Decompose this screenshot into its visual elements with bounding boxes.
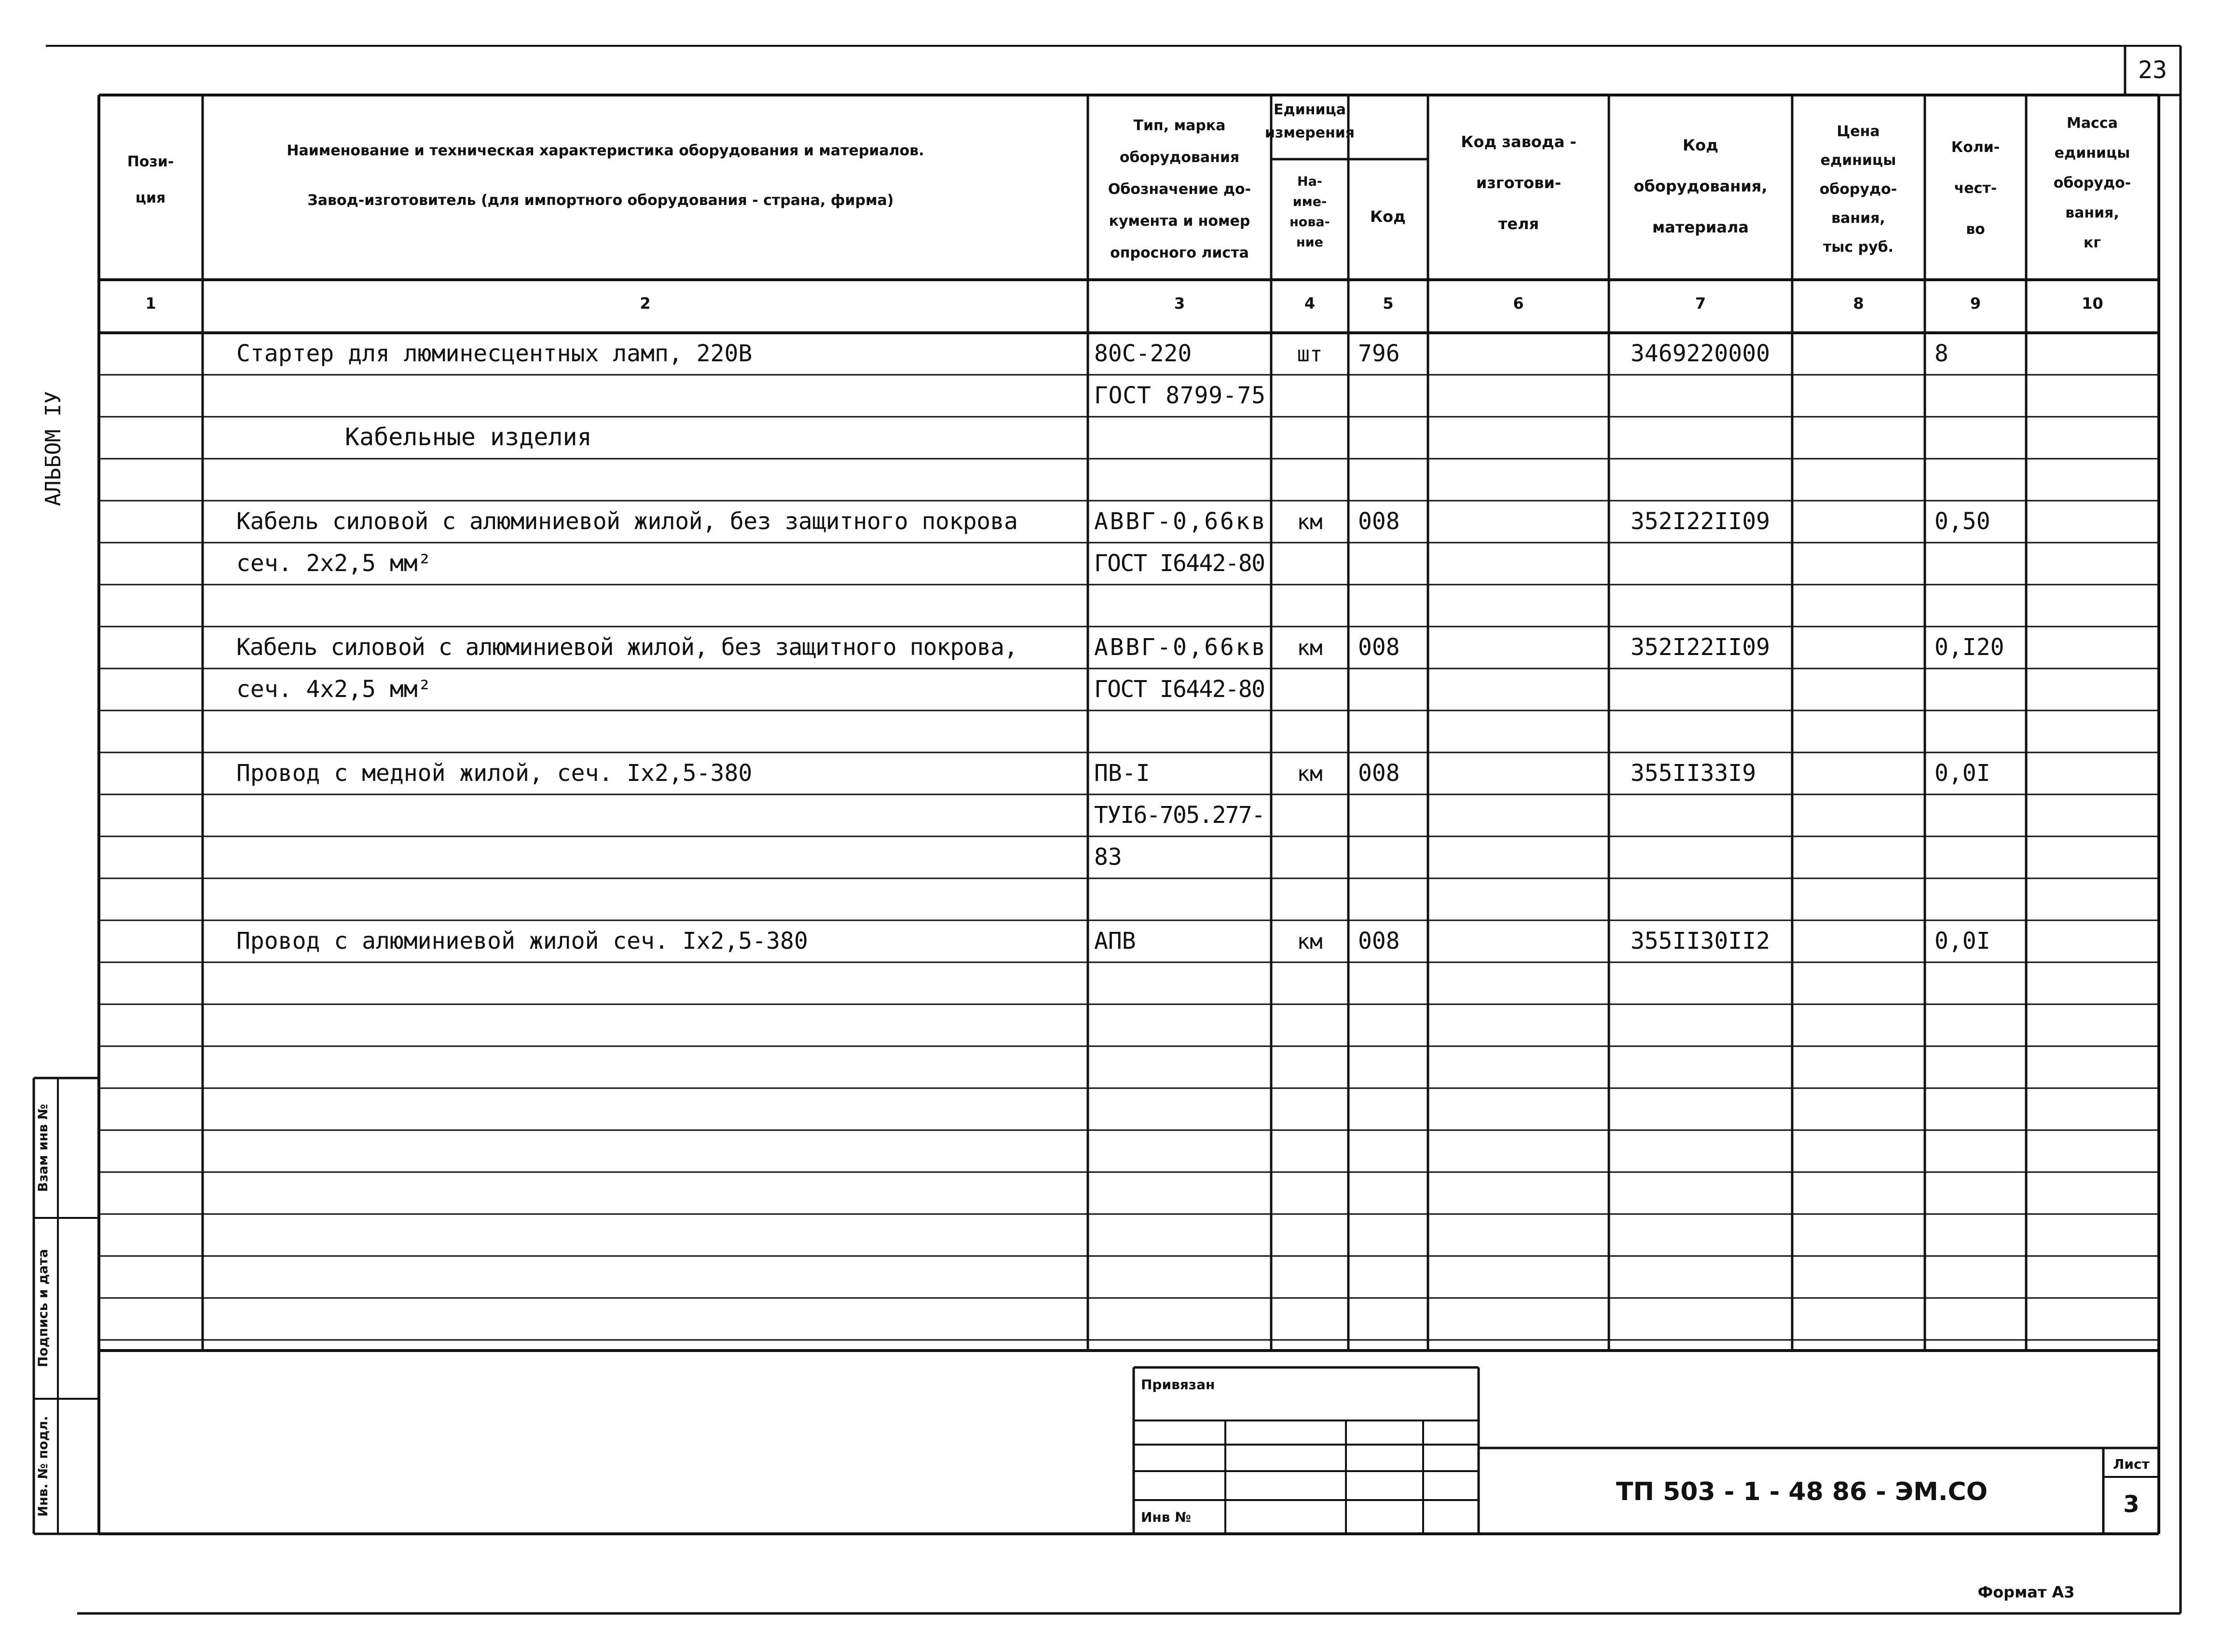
item-quantity: 0,0I bbox=[1934, 928, 1990, 955]
header-unit-code: Код bbox=[1370, 207, 1406, 226]
inventory-label: Инв № bbox=[1141, 1509, 1191, 1525]
header-material-code: Код bbox=[1683, 136, 1718, 154]
column-number: 6 bbox=[1513, 294, 1524, 313]
header-quantity: Коли- bbox=[1951, 139, 2000, 156]
header-unit-group: Единица bbox=[1274, 101, 1346, 118]
item-type: АПВ bbox=[1094, 928, 1136, 955]
header-unit-mass: кг bbox=[2083, 234, 2101, 251]
header-unit-group: измерения bbox=[1264, 124, 1355, 141]
column-number: 10 bbox=[2082, 294, 2103, 313]
header-unit-name: нова- bbox=[1289, 215, 1330, 230]
item-unit: шт bbox=[1297, 342, 1323, 367]
item-type: ГОСТ I6442-80 bbox=[1094, 550, 1265, 577]
item-type: ПВ-I bbox=[1094, 760, 1150, 787]
header-material-code: материала bbox=[1652, 218, 1749, 236]
item-unit: км bbox=[1297, 762, 1323, 786]
column-number: 4 bbox=[1304, 294, 1316, 313]
item-unit-code: 008 bbox=[1358, 508, 1400, 535]
item-type: 83 bbox=[1094, 844, 1122, 871]
item-unit-code: 796 bbox=[1358, 340, 1400, 367]
table-grid bbox=[34, 46, 2181, 1613]
item-quantity: 0,50 bbox=[1934, 508, 1990, 535]
item-quantity: 8 bbox=[1934, 340, 1948, 367]
item-unit-code: 008 bbox=[1358, 928, 1400, 955]
header-factory-code: изготови- bbox=[1476, 174, 1562, 192]
item-name: Кабельные изделия bbox=[345, 423, 592, 451]
header-unit-mass: Масса bbox=[2067, 115, 2118, 132]
column-number: 2 bbox=[640, 294, 651, 313]
header-material-code: оборудования, bbox=[1633, 177, 1768, 195]
item-name: сеч. 4х2,5 мм² bbox=[236, 676, 432, 703]
item-quantity: 0,0I bbox=[1934, 760, 1990, 787]
header-unit-price: вания, bbox=[1831, 210, 1885, 227]
sheet-number: 23 bbox=[2138, 56, 2167, 84]
header-unit-price: оборудо- bbox=[1819, 181, 1897, 198]
item-type: ГОСТ 8799-75 bbox=[1094, 382, 1265, 409]
item-name: Провод с алюминиевой жилой сеч. Iх2,5-380 bbox=[236, 928, 808, 955]
item-material-code: 352I22II09 bbox=[1631, 634, 1770, 661]
header-unit-mass: вания, bbox=[2065, 205, 2119, 221]
item-type: АВВГ-0,66кв bbox=[1094, 508, 1265, 535]
item-material-code: 352I22II09 bbox=[1631, 508, 1770, 535]
header-name-line: Наименование и техническая характеристика оборудования и материалов. bbox=[287, 142, 924, 159]
column-number: 3 bbox=[1174, 294, 1185, 313]
header-unit-price: Цена bbox=[1837, 123, 1880, 140]
header-unit-mass: единицы bbox=[2054, 145, 2130, 162]
item-unit-code: 008 bbox=[1358, 760, 1400, 787]
item-unit: км bbox=[1297, 510, 1323, 534]
item-name: Кабель силовой с алюминиевой жилой, без защитного покрова, bbox=[236, 634, 1018, 661]
header-unit-price: тыс руб. bbox=[1823, 239, 1894, 256]
header-unit-name: име- bbox=[1292, 194, 1327, 209]
column-number: 9 bbox=[1970, 294, 1981, 313]
header-unit-name: На- bbox=[1297, 174, 1323, 189]
header-factory-code: теля bbox=[1498, 215, 1539, 233]
column-number: 8 bbox=[1853, 294, 1864, 313]
item-type: ТУI6-705.277- bbox=[1094, 802, 1265, 829]
album-label: АЛЬБОМ IУ bbox=[41, 391, 66, 506]
item-material-code: 3469220000 bbox=[1631, 340, 1770, 367]
item-name: Кабель силовой с алюминиевой жилой, без защитного покрова bbox=[236, 508, 1018, 535]
header-position: Пози- bbox=[127, 153, 174, 170]
item-unit: км bbox=[1297, 636, 1323, 660]
item-name: Стартер для люминесцентных ламп, 220В bbox=[236, 340, 753, 367]
format-label: Формат А3 bbox=[1977, 1583, 2075, 1601]
item-material-code: 355II33I9 bbox=[1631, 760, 1756, 787]
header-type: Обозначение до- bbox=[1108, 181, 1251, 198]
header-type: кумента и номер bbox=[1109, 213, 1250, 230]
document-designation: ТП 503 - 1 - 48 86 - ЭМ.СО bbox=[1616, 1477, 1988, 1506]
column-number: 5 bbox=[1383, 294, 1394, 313]
column-number: 1 bbox=[145, 294, 156, 313]
sheet-label: Лист bbox=[2113, 1456, 2150, 1472]
item-unit: км bbox=[1297, 929, 1323, 954]
header-quantity: чест- bbox=[1954, 180, 1997, 197]
header-position: ция bbox=[135, 190, 166, 206]
item-unit-code: 008 bbox=[1358, 634, 1400, 661]
side-stamp-label: Взам инв № bbox=[36, 1104, 51, 1192]
header-type: Тип, марка bbox=[1133, 117, 1226, 134]
item-quantity: 0,I20 bbox=[1934, 634, 2004, 661]
item-material-code: 355II30II2 bbox=[1631, 928, 1770, 955]
item-name: сеч. 2х2,5 мм² bbox=[236, 550, 432, 577]
header-unit-name: ние bbox=[1296, 235, 1323, 250]
item-type: ГОСТ I6442-80 bbox=[1094, 676, 1265, 703]
header-unit-price: единицы bbox=[1820, 152, 1896, 169]
side-stamp-label: Инв. № подл. bbox=[36, 1416, 51, 1517]
sheet-value: 3 bbox=[2123, 1491, 2140, 1518]
header-quantity: во bbox=[1966, 221, 1985, 238]
item-type: АВВГ-0,66кв bbox=[1094, 634, 1265, 661]
header-type: опросного листа bbox=[1110, 245, 1249, 261]
header-type: оборудования bbox=[1119, 149, 1240, 166]
table-text bbox=[36, 56, 2167, 1601]
header-unit-mass: оборудо- bbox=[2053, 175, 2131, 191]
bound-label: Привязан bbox=[1141, 1377, 1215, 1393]
item-name: Провод с медной жилой, сеч. Iх2,5-380 bbox=[236, 760, 753, 787]
side-stamp-label: Подпись и дата bbox=[36, 1249, 51, 1367]
column-number: 7 bbox=[1695, 294, 1706, 313]
item-type: 80С-220 bbox=[1094, 340, 1192, 367]
header-name-line: Завод-изготовитель (для импортного оборудования - страна, фирма) bbox=[307, 192, 894, 209]
header-factory-code: Код завода - bbox=[1461, 133, 1577, 151]
